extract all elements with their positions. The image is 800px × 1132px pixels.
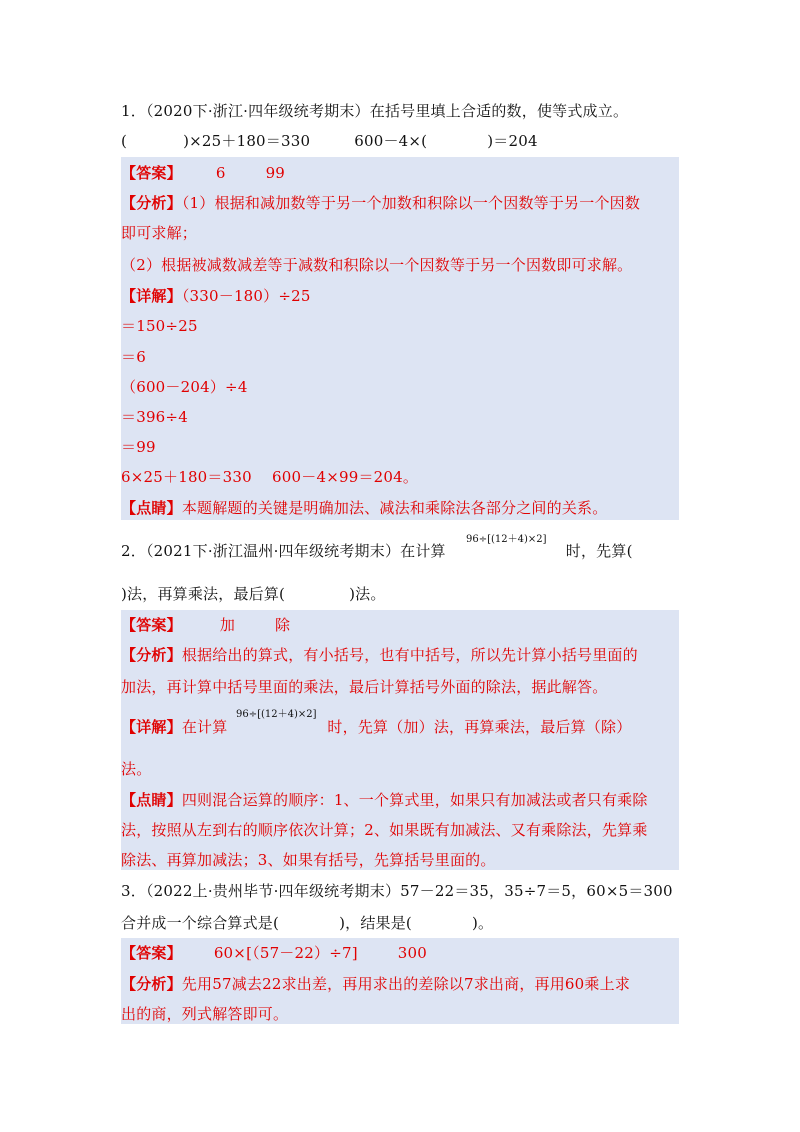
q3-answer: 【答案】 60×[（57－22）÷7] 300: [121, 944, 427, 962]
q3-analysis-line-2: 出的商，列式解答即可。: [121, 1005, 289, 1023]
question-2-line-2: )法，再算乘法，最后算( )法。: [121, 585, 386, 603]
q1-detail-line-2: ＝150÷25: [121, 317, 198, 335]
q2-analysis-line-2: 加法，再计算中括号里面的乘法，最后计算括号外面的除法，据此解答。: [121, 678, 608, 696]
q1-detail-line-7: 6×25＋180＝330 600－4×99＝204。: [121, 468, 419, 486]
q2-detail-line-2: 法。: [121, 760, 152, 778]
q2-comment-line-2: 法，按照从左到右的顺序依次计算；2、如果既有加减法、又有乘除法，先算乘: [121, 821, 648, 839]
question-1-blanks: [121, 130, 538, 151]
q2-answer: 【答案】 加 除: [121, 616, 291, 634]
q1-comment: 【点睛】本题解题的关键是明确加法、减法和乘除法各部分之间的关系。: [121, 499, 608, 517]
q1-blank-b: )×25＋180＝330: [183, 132, 311, 150]
q1-detail-line-3: ＝6: [121, 348, 146, 366]
question-2-title: 2．（2021下·浙江温州·四年级统考期末）在计算 时，先算(: [121, 542, 633, 560]
q1-answer: 【答案】 6 99: [121, 164, 286, 182]
question-3-line-2: 合并成一个综合算式是( )，结果是( )。: [121, 914, 494, 932]
q2-comment-line-3: 除法、再算加减法；3、如果有括号，先算括号里面的。: [121, 851, 496, 869]
question-3-title: 3．（2022上·贵州毕节·四年级统考期末）57－22＝35，35÷7＝5，60×5＝300: [121, 882, 673, 900]
q1-detail-line-4: （600－204）÷4: [121, 378, 248, 396]
q2-detail-formula: 96÷[(12＋4)×2]: [236, 709, 317, 720]
q3-analysis-line-1: 【分析】先用57减去22求出差，再用求出的差除以7求出商，再用60乘上求: [121, 975, 631, 993]
q1-detail-line-5: ＝396÷4: [121, 408, 188, 426]
question-1-title: 1．（2020下·浙江·四年级统考期末）在括号里填上合适的数，使等式成立。: [121, 102, 629, 120]
q2-formula: 96÷[(12＋4)×2]: [466, 534, 547, 545]
q1-blank-a: (: [121, 132, 128, 150]
q1-analysis-line-3: （2）根据被减数减差等于减数和积除以一个因数等于另一个因数即可求解。: [121, 256, 633, 274]
q1-analysis-line-1: 【分析】（1）根据和减加数等于另一个加数和积除以一个因数等于另一个因数: [121, 194, 641, 212]
q1-blank-d: )＝204: [487, 132, 538, 150]
q2-comment-line-1: 【点睛】四则混合运算的顺序：1、一个算式里，如果只有加减法或者只有乘除: [121, 791, 648, 809]
q1-detail-line-6: ＝99: [121, 438, 156, 456]
q1-detail-line-1: 【详解】（330－180）÷25: [121, 287, 311, 305]
q2-detail-line-1: 【详解】在计算 时，先算（加）法，再算乘法，最后算（除）: [121, 718, 632, 736]
q2-analysis-line-1: 【分析】根据给出的算式，有小括号，也有中括号，所以先计算小括号里面的: [121, 646, 638, 664]
q1-blank-c: 600－4×(: [354, 132, 428, 150]
q1-analysis-line-2: 即可求解；: [121, 224, 198, 242]
